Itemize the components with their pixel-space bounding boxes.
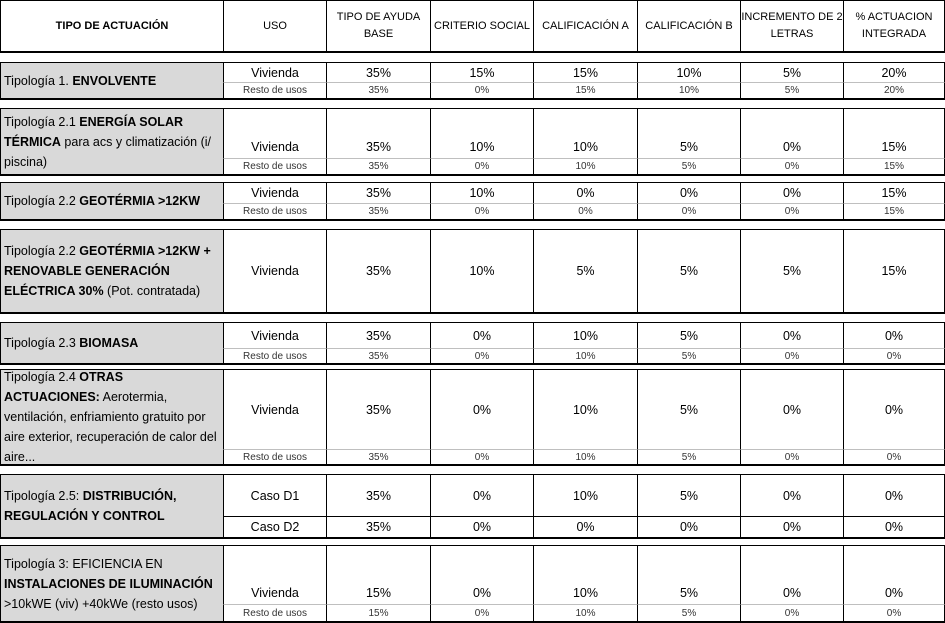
value-cell: 0% [740, 604, 844, 622]
typology-desc: Tipología 2.4 [4, 370, 80, 384]
typology-text [4, 486, 219, 526]
value-cell: 5% [740, 229, 844, 313]
header-cell: CALIFICACIÓN B [637, 0, 741, 52]
value-cell: 35% [326, 203, 431, 220]
uso-cell: Resto de usos [223, 604, 327, 622]
value-cell: 0% [430, 474, 534, 516]
value-cell: 15% [430, 62, 534, 82]
typology-title: DISTRIBUCIÓN, REGULACIÓN Y CONTROL [4, 489, 177, 523]
typology-label [0, 62, 224, 99]
value-cell: 10% [533, 158, 638, 175]
value-cell: 0% [740, 182, 844, 203]
row-divider [0, 98, 945, 100]
value-cell: 15% [843, 158, 945, 175]
value-cell: 0% [740, 108, 844, 158]
value-cell: 5% [637, 604, 741, 622]
value-cell: 10% [533, 108, 638, 158]
value-cell: 20% [843, 62, 945, 82]
value-cell: 15% [843, 182, 945, 203]
value-cell: 0% [843, 545, 945, 604]
value-cell: 0% [843, 348, 945, 364]
value-cell: 5% [637, 545, 741, 604]
value-cell: 0% [740, 322, 844, 348]
value-cell: 35% [326, 158, 431, 175]
typology-label [0, 229, 224, 313]
value-cell: 5% [637, 322, 741, 348]
value-cell: 5% [637, 229, 741, 313]
uso-cell: Resto de usos [223, 449, 327, 465]
typology-desc: Tipología 2.3 [4, 336, 80, 350]
header-cell: USO [223, 0, 327, 52]
value-cell: 5% [740, 62, 844, 82]
typology-label [0, 369, 224, 465]
typology-title: INSTALACIONES DE ILUMINACIÓN [4, 576, 213, 591]
value-cell: 5% [637, 108, 741, 158]
typology-text [4, 71, 156, 91]
typology-desc: Tipología 2.2 [4, 194, 80, 208]
value-cell: 35% [326, 449, 431, 465]
typology-desc: para acs y climatización (i/ piscina) [4, 134, 212, 169]
value-cell: 5% [637, 369, 741, 449]
value-cell: 5% [637, 474, 741, 516]
value-cell: 15% [843, 229, 945, 313]
typology-text [4, 191, 200, 211]
typology-title: GEOTÉRMIA >12KW + RENOVABLE GENERACIÓN ELÉCTRICA 30% [4, 244, 211, 298]
value-cell: 0% [430, 158, 534, 175]
header-divider [0, 51, 945, 53]
value-cell: 10% [637, 82, 741, 99]
value-cell: 35% [326, 108, 431, 158]
value-cell: 0% [740, 369, 844, 449]
value-cell: 35% [326, 369, 431, 449]
typology-desc: Aerotermia, ventilación, enfriamiento gratuito por aire exterior, recuperación de calor del aire... [4, 390, 217, 464]
uso-cell: Vivienda [223, 62, 327, 82]
uso-cell: Vivienda [223, 322, 327, 348]
value-cell: 15% [533, 62, 638, 82]
value-cell: 35% [326, 82, 431, 99]
value-cell: 0% [430, 348, 534, 364]
value-cell: 5% [637, 158, 741, 175]
row-divider [0, 219, 945, 221]
value-cell: 0% [740, 474, 844, 516]
uso-cell: Vivienda [223, 108, 327, 158]
uso-cell: Resto de usos [223, 203, 327, 220]
value-cell: 15% [326, 545, 431, 604]
uso-cell: Resto de usos [223, 158, 327, 175]
value-cell: 0% [843, 474, 945, 516]
typology-label [0, 322, 224, 364]
value-cell: 0% [533, 203, 638, 220]
typology-desc: >10kWE (viv) +40kWe (resto usos) [4, 596, 198, 611]
value-cell: 5% [740, 82, 844, 99]
uso-cell: Vivienda [223, 369, 327, 449]
typology-desc: Tipología 1. [4, 73, 73, 88]
value-cell: 15% [843, 108, 945, 158]
row-divider [0, 537, 945, 539]
value-cell: 0% [740, 516, 844, 538]
value-cell: 10% [637, 62, 741, 82]
value-cell: 0% [533, 182, 638, 203]
value-cell: 0% [740, 545, 844, 604]
header-cell: TIPO DE ACTUACIÓN [0, 0, 224, 52]
value-cell: 0% [843, 449, 945, 465]
value-cell: 35% [326, 62, 431, 82]
value-cell: 35% [326, 474, 431, 516]
typology-text [4, 333, 138, 353]
value-cell: 10% [533, 545, 638, 604]
value-cell: 35% [326, 348, 431, 364]
value-cell: 0% [843, 322, 945, 348]
value-cell: 0% [740, 348, 844, 364]
row-divider [0, 312, 945, 314]
value-cell: 10% [533, 322, 638, 348]
typology-title: OTRAS ACTUACIONES: [4, 370, 124, 404]
value-cell: 20% [843, 82, 945, 99]
uso-cell: Caso D2 [223, 516, 327, 538]
value-cell: 35% [326, 322, 431, 348]
value-cell: 0% [430, 545, 534, 604]
value-cell: 10% [430, 229, 534, 313]
value-cell: 0% [430, 516, 534, 538]
typology-desc: Tipología 2.2 [4, 244, 80, 258]
typology-label [0, 545, 224, 622]
value-cell: 0% [430, 604, 534, 622]
value-cell: 35% [326, 229, 431, 313]
uso-cell: Caso D1 [223, 474, 327, 516]
value-cell: 10% [533, 474, 638, 516]
value-cell: 0% [637, 516, 741, 538]
typology-label [0, 108, 224, 175]
typology-title: ENERGÍA SOLAR TÉRMICA [4, 114, 183, 149]
value-cell: 0% [637, 182, 741, 203]
row-divider [0, 464, 945, 466]
header-cell: CALIFICACIÓN A [533, 0, 638, 52]
value-cell: 0% [430, 369, 534, 449]
value-cell: 0% [740, 203, 844, 220]
typology-label [0, 474, 224, 538]
typology-desc: Tipología 3: EFICIENCIA EN [4, 556, 163, 571]
header-cell: % ACTUACION INTEGRADA [843, 0, 945, 52]
typology-title: GEOTÉRMIA >12KW [79, 194, 201, 208]
typology-title: ENVOLVENTE [72, 73, 157, 88]
value-cell: 10% [533, 369, 638, 449]
value-cell: 10% [430, 108, 534, 158]
typology-desc: Tipología 2.5: [4, 489, 83, 503]
typology-desc: Tipología 2.1 [4, 114, 80, 129]
header-cell: INCREMENTO DE 2 LETRAS [740, 0, 844, 52]
value-cell: 0% [430, 322, 534, 348]
value-cell: 0% [430, 82, 534, 99]
uso-cell: Vivienda [223, 229, 327, 313]
value-cell: 35% [326, 516, 431, 538]
value-cell: 0% [430, 449, 534, 465]
header-cell: TIPO DE AYUDA BASE [326, 0, 431, 52]
uso-cell: Vivienda [223, 182, 327, 203]
uso-cell: Vivienda [223, 545, 327, 604]
value-cell: 0% [843, 369, 945, 449]
value-cell: 10% [430, 182, 534, 203]
value-cell: 10% [533, 449, 638, 465]
value-cell: 15% [843, 203, 945, 220]
value-cell: 10% [533, 604, 638, 622]
value-cell: 5% [533, 229, 638, 313]
value-cell: 10% [533, 348, 638, 364]
value-cell: 0% [843, 604, 945, 622]
typology-text [4, 554, 219, 614]
typology-desc: (Pot. contratada) [103, 284, 201, 298]
typology-text [4, 369, 219, 465]
typology-title: BIOMASA [79, 336, 139, 350]
row-divider [0, 363, 945, 365]
value-cell: 5% [637, 348, 741, 364]
typology-label [0, 182, 224, 220]
uso-cell: Resto de usos [223, 82, 327, 99]
value-cell: 0% [740, 449, 844, 465]
header-cell: CRITERIO SOCIAL [430, 0, 534, 52]
typology-text [4, 241, 219, 301]
typology-text [4, 112, 219, 172]
value-cell: 0% [637, 203, 741, 220]
uso-cell: Resto de usos [223, 348, 327, 364]
value-cell: 35% [326, 182, 431, 203]
value-cell: 0% [740, 158, 844, 175]
value-cell: 15% [326, 604, 431, 622]
value-cell: 5% [637, 449, 741, 465]
row-divider [0, 174, 945, 176]
value-cell: 0% [533, 516, 638, 538]
value-cell: 15% [533, 82, 638, 99]
value-cell: 0% [843, 516, 945, 538]
value-cell: 0% [430, 203, 534, 220]
